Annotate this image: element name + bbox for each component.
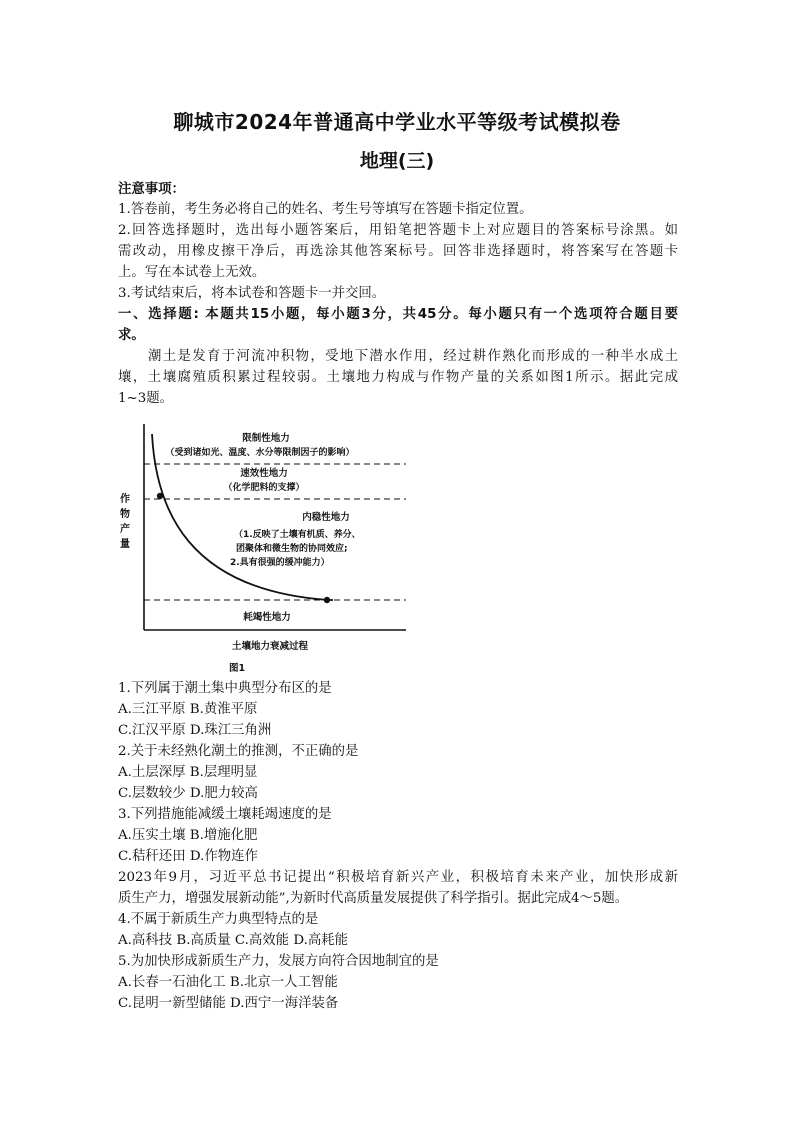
passage-2-line-2: 质生产力，增强发展新动能”,为新时代高质量发展提供了科学指引。据此完成4～5题。 xyxy=(118,891,629,906)
question-1: 1.下列属于潮土集中典型分布区的是 xyxy=(118,681,332,696)
question-1-options-ab: A.三江平原 B.黄淮平原 xyxy=(118,702,258,717)
question-2: 2.关于未经熟化潮土的推测，不正确的是 xyxy=(118,744,359,759)
y-axis-label-char: 物 xyxy=(120,509,130,520)
zone-limit-note: （受到诸如光、温度、水分等限制因子的影响） xyxy=(165,448,355,458)
figure-caption: 图1 xyxy=(228,663,246,674)
question-3: 3.下列措施能减缓土壤耗竭速度的是 xyxy=(118,807,332,822)
zone-stable-note-2: 团聚体和微生物的协同效应; xyxy=(236,544,348,554)
question-3-options-ab: A.压实土壤 B.增施化肥 xyxy=(118,828,258,843)
question-4-options: A.高科技 B.高质量 C.高效能 D.高耗能 xyxy=(118,933,349,948)
y-axis-label-char: 产 xyxy=(120,524,130,535)
passage-1-line-3: 1~3题。 xyxy=(118,391,174,406)
question-3-options-cd: C.秸秆还田 D.作物连作 xyxy=(118,849,258,864)
question-2-options-ab: A.土层深厚 B.层理明显 xyxy=(118,765,258,780)
passage-1-line-1: 潮土是发育于河流冲积物，受地下潜水作用，经过耕作熟化而形成的一种半水成土 xyxy=(148,349,678,364)
y-axis-label xyxy=(120,492,130,550)
note-2-line-2: 需改动，用橡皮擦干净后，再选涂其他答案标号。回答非选择题时，将答案写在答题卡 xyxy=(118,244,678,259)
figure-1-diagram xyxy=(118,420,408,678)
question-5-options-ab: A.长春一石油化工 B.北京一人工智能 xyxy=(118,975,338,990)
zone-exhaust-title: 耗竭性地力 xyxy=(243,612,291,623)
exam-title: 聊城市2024年普通高中学业水平等级考试模拟卷 xyxy=(173,110,621,134)
curve-point-upper xyxy=(157,493,163,499)
curve-point-lower xyxy=(324,597,330,603)
question-5-options-cd: C.昆明一新型储能 D.西宁一海洋装备 xyxy=(118,996,339,1011)
zone-limit-title: 限制性地力 xyxy=(242,433,290,444)
notes-heading: 注意事项： xyxy=(118,182,185,197)
zone-stable-note-3: 2.具有很强的缓冲能力） xyxy=(230,558,330,568)
zone-quick-title: 速效性地力 xyxy=(240,468,288,479)
question-1-options-cd: C.江汉平原 D.珠江三角洲 xyxy=(118,723,272,738)
y-axis-label-char: 量 xyxy=(120,539,130,550)
y-axis-label-char: 作 xyxy=(120,494,130,505)
section-heading-line-1: 一、选择题: 本题共15小题，每小题3分，共45分。每小题只有一个选项符合题目要 xyxy=(118,307,678,322)
x-axis-label: 土壤地力衰减过程 xyxy=(231,641,309,652)
passage-1-line-2: 壤，土壤腐殖质积累过程较弱。土壤地力构成与作物产量的关系如图1所示。据此完成 xyxy=(118,370,678,385)
note-3: 3.考试结束后，将本试卷和答题卡一并交回。 xyxy=(118,286,386,301)
section-heading-line-2: 求。 xyxy=(118,328,145,343)
note-2-line-1: 2.回答选择题时，选出每小题答案后，用铅笔把答题卡上对应题目的答案标号涂黑。如 xyxy=(118,223,678,238)
exam-subtitle: 地理(三) xyxy=(359,150,435,172)
passage-2-line-1: 2023年9月，习近平总书记提出“积极培育新兴产业，积极培育未来产业，加快形成新 xyxy=(118,870,678,885)
zone-stable-title: 内稳性地力 xyxy=(302,512,350,523)
note-1: 1.答卷前，考生务必将自己的姓名、考生号等填写在答题卡指定位置。 xyxy=(118,202,533,217)
zone-stable-note-1: （1.反映了土壤有机质、养分、 xyxy=(234,530,361,540)
zone-quick-note: （化学肥料的支撑） xyxy=(223,483,305,493)
question-4: 4.不属于新质生产力典型特点的是 xyxy=(118,912,319,927)
question-5: 5.为加快形成新质生产力，发展方向符合因地制宜的是 xyxy=(118,954,439,969)
question-2-options-cd: C.层数较少 D.肥力较高 xyxy=(118,786,258,801)
note-2-line-3: 上。写在本试卷上无效。 xyxy=(118,265,266,280)
